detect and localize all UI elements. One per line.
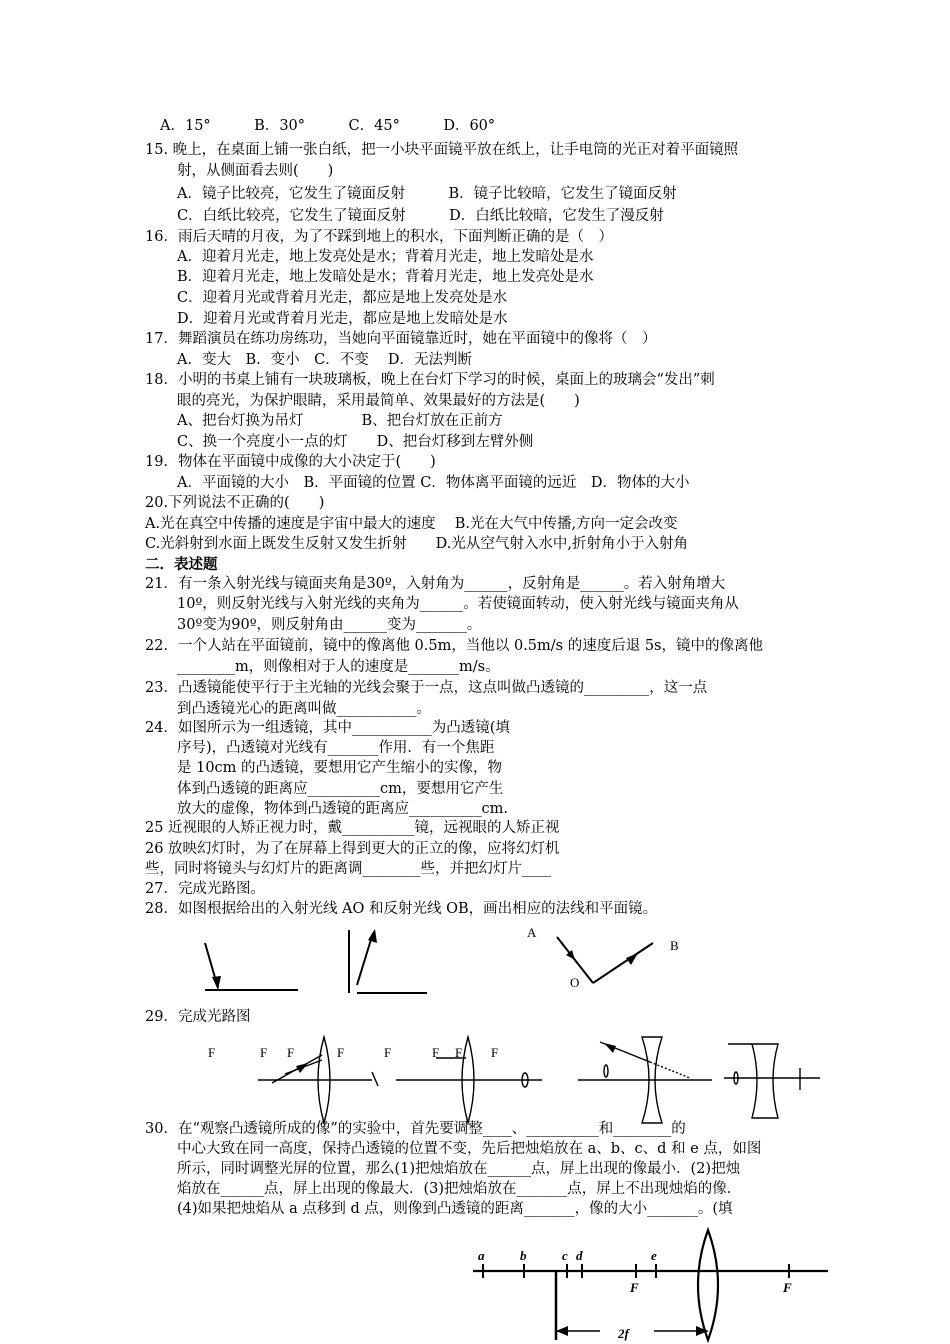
label-f-5: F [384, 1045, 392, 1060]
q19-stem: 19．物体在平面镜中成像的大小决定于( ) [145, 454, 436, 470]
label-f-4: F [337, 1045, 345, 1060]
q23-cont: 到凸透镜光心的距离叫做___________。 [177, 701, 431, 717]
q21-cont-2: 30º变为90º，则反射角由______变为_______。 [177, 617, 482, 633]
q22-cont: ________m，则像相对于人的速度是_______m/s。 [177, 659, 500, 675]
q27-stem: 27．完成光路图。 [145, 881, 265, 897]
q16-stem: 16．雨后天晴的月夜，为了不踩到地上的积水，下面判断正确的是（ ） [145, 229, 613, 245]
q25-stem: 25 近视眼的人矫正视力时，戴__________镜，远视眼的人矫正视 [145, 820, 560, 836]
q30-cont-3: 焰放在______点，屏上出现的像最大．(3)把烛焰放在_______点，屏上不出现烛焰的像． [177, 1181, 742, 1197]
label-e: e [651, 1248, 657, 1263]
label-a: A [527, 925, 537, 940]
label-f-6: F [432, 1045, 440, 1060]
q26-stem: 26 放映幻灯时，为了在屏幕上得到更大的正立的像，应将幻灯机 [145, 841, 560, 857]
label-2f: 2f [618, 1326, 629, 1341]
q29-stem: 29．完成光路图 [145, 1009, 251, 1025]
q24-cont-1: 序号)，凸透镜对光线有_______作用．有一个焦距 [177, 740, 495, 756]
q16-option-d: D．迎着月光或背着月光走，都应是地上发暗处是水 [177, 311, 508, 327]
q20-options-ab: A.光在真空中传播的速度是宇宙中最大的速度 B.光在大气中传播,方向一定会改变 [145, 516, 678, 532]
q30-cont-4: (4)如果把烛焰从 a 点移到 d 点，则像到凸透镜的距离_______，像的大小_______。(填 [177, 1201, 733, 1217]
q26-cont: 些，同时将镜头与幻灯片的距离调________些，并把幻灯片____ [145, 861, 551, 877]
q30-stem: 30．在“观察凸透镜所成的像”的实验中，首先要调整____、__________和________的 [145, 1121, 686, 1137]
label-f-3: F [287, 1045, 295, 1060]
label-f-7: F [455, 1045, 463, 1060]
label-b: B [670, 938, 679, 953]
q16-option-a: A．迎着月光走，地上发亮处是水；背着月光走，地上发暗处是水 [177, 249, 594, 265]
label-f-1: F [208, 1045, 216, 1060]
label-c: c [562, 1248, 568, 1263]
q30-cont-2: 所示，同时调整光屏的位置，那么(1)把烛焰放在______点，屏上出现的像最小．(2)把烛 [177, 1161, 741, 1177]
q20-stem: 20.下列说法不正确的( ) [145, 495, 325, 511]
q20-options-cd: C.光斜射到水面上既发生反射又发生折射 D.光从空气射入水中,折射角小于入射角 [145, 536, 689, 552]
label-d: d [576, 1248, 583, 1263]
q15-stem-cont: 射，从侧面看去则( ) [177, 163, 334, 179]
q24-cont-3: 体到凸透镜的距离应__________cm，要想用它产生 [177, 781, 504, 797]
label-f-left: F [630, 1280, 639, 1295]
q15-options-ab: A．镜子比较亮，它发生了镜面反射 B．镜子比较暗，它发生了镜面反射 [177, 186, 677, 202]
label-b: b [520, 1248, 527, 1263]
q15-stem: 15. 晚上，在桌面上铺一张白纸，把一小块平面镜平放在纸上，让手电筒的光正对着平面镜照 [145, 142, 739, 158]
q16-option-c: C．迎着月光或背着月光走，都应是地上发亮处是水 [177, 290, 508, 306]
label-o: O [570, 975, 580, 990]
q14-options: A．15° B．30° C．45° D．60° [160, 118, 496, 134]
q18-options-cd: C、换一个亮度小一点的灯 D、把台灯移到左臂外侧 [177, 434, 534, 450]
label-a: a [478, 1248, 485, 1263]
label-f-2: F [260, 1045, 268, 1060]
q18-options-ab: A、把台灯换为吊灯 B、把台灯放在正前方 [177, 413, 503, 429]
q24-cont-2: 是 10cm 的凸透镜，要想用它产生缩小的实像，物 [177, 760, 503, 776]
q17-options: A．变大 B．变小 C．不变 D．无法判断 [177, 352, 472, 368]
q23-stem: 23．凸透镜能使平行于主光轴的光线会聚于一点，这点叫做凸透镜的_________，这一点 [145, 680, 708, 696]
q22-stem: 22．一个人站在平面镜前，镜中的像离他 0.5m，当他以 0.5m/s 的速度后退 5s，镜中的像离他 [145, 638, 763, 654]
q18-stem-cont: 眼的亮光，为保护眼睛，采用最简单、效果最好的方法是( ) [177, 393, 580, 409]
q17-stem: 17．舞蹈演员在练功房练功，当她向平面镜靠近时，她在平面镜中的像将（ ） [145, 331, 657, 347]
q18-stem: 18．小明的书桌上铺有一块玻璃板，晚上在台灯下学习的时候，桌面上的玻璃会“发出”刺 [145, 372, 715, 388]
q21-cont-1: 10º，则反射光线与入射光线的夹角为______。若使镜面转动，使入射光线与镜面夹角从 [177, 596, 739, 612]
label-f-right: F [783, 1280, 792, 1295]
q24-stem: 24．如图所示为一组透镜，其中___________为凸透镜(填 [145, 720, 510, 736]
label-f-8: F [491, 1045, 499, 1060]
q30-cont-1: 中心大致在同一高度，保持凸透镜的位置不变，先后把烛焰放在 a、b、c、d 和 e 点，如图 [177, 1141, 762, 1157]
q15-options-cd: C．白纸比较亮，它发生了镜面反射 D．白纸比较暗，它发生了漫反射 [177, 208, 664, 224]
convex-lens [698, 1230, 718, 1340]
q28-stem: 28．如图根据给出的入射光线 AO 和反射光线 OB，画出相应的法线和平面镜。 [145, 901, 658, 917]
q19-options: A．平面镜的大小 B．平面镜的位置 C．物体离平面镜的远近 D．物体的大小 [177, 475, 690, 491]
q16-option-b: B．迎着月光走，地上发暗处是水；背着月光走，地上发亮处是水 [177, 269, 594, 285]
q24-cont-4: 放大的虚像，物体到凸透镜的距离应__________cm. [177, 801, 508, 817]
section-heading: 二．表述题 [145, 556, 218, 573]
q21-stem: 21．有一条入射光线与镜面夹角是30º，入射角为______，反射角是______。若入射角增大 [145, 576, 726, 592]
